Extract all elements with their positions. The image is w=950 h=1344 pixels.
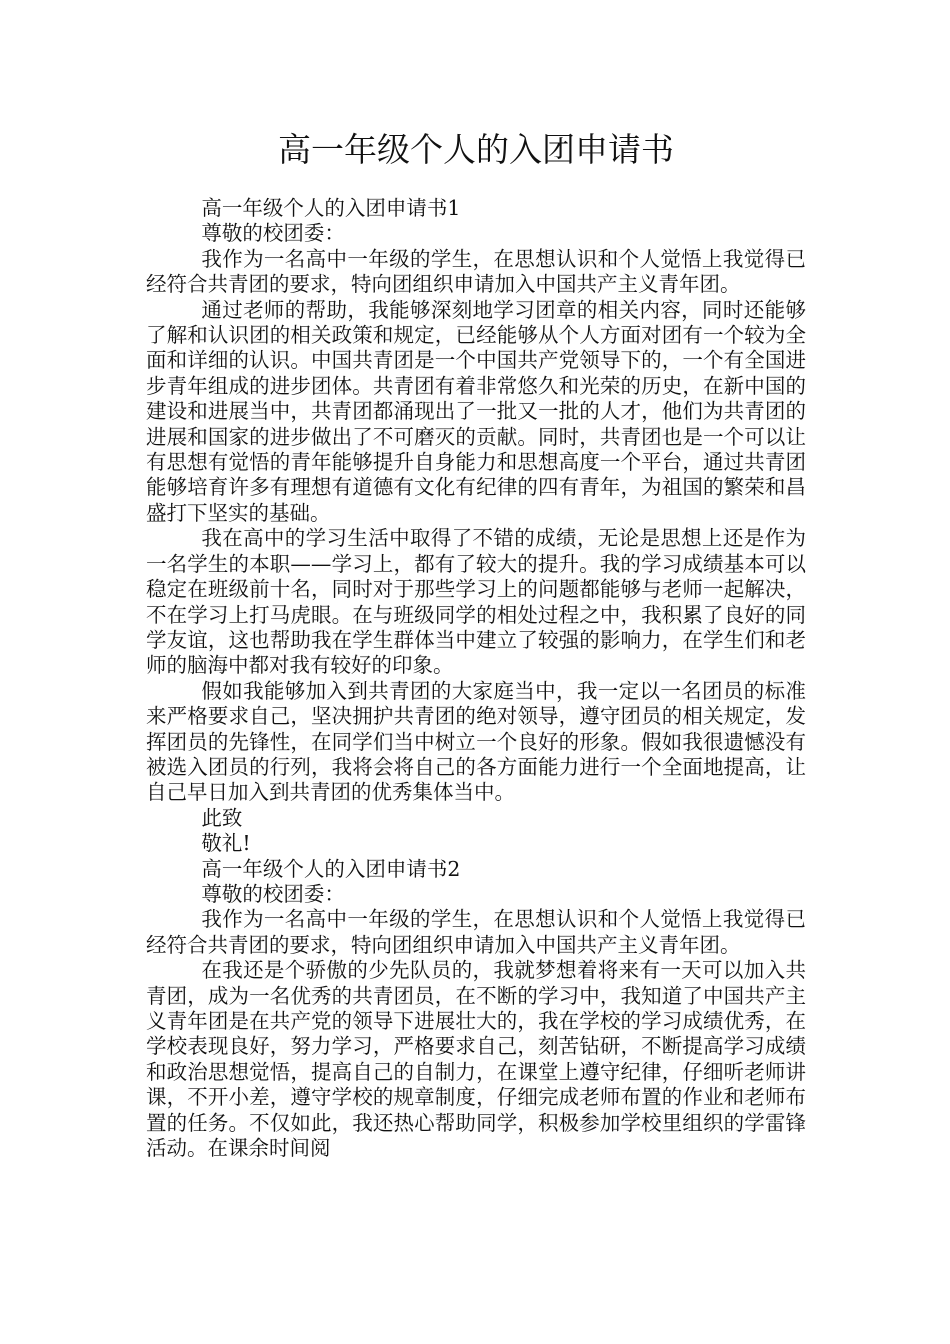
- section-heading-2: 高一年级个人的入团申请书2: [201, 856, 461, 881]
- closing-regards: 敬礼!: [201, 831, 251, 856]
- paragraph: 我在高中的学习生活中取得了不错的成绩，无论是思想上还是作为一名学生的本职——学习上，都有了较大的提升。我的学习成绩基本可以稳定在班级前十名，同时对于那些学习上的问题都能够与老师一起解决，不在学习上打马虎眼。在与班级同学的相处过程之中，我积累了良好的同学友谊，这也帮助我在学生群体当中建立了较强的影响力，在学生们和老师的脑海中都对我有较好的印象。: [146, 526, 806, 678]
- salutation: 尊敬的校团委：: [201, 221, 345, 246]
- paragraph: 假如我能够加入到共青团的大家庭当中，我一定以一名团员的标准来严格要求自己，坚决拥护共青团的绝对领导，遵守团员的相关规定，发挥团员的先锋性，在同学们当中树立一个良好的形象。假如我很遗憾没有被选入团员的行列，我将会将自己的各方面能力进行一个全面地提高，让自己早日加入到共青团的优秀集体当中。: [146, 678, 806, 805]
- document-title: 高一年级个人的入团申请书: [278, 130, 674, 169]
- paragraph: 在我还是个骄傲的少先队员的，我就梦想着将来有一天可以加入共青团，成为一名优秀的共青团员，在不断的学习中，我知道了中国共产主义青年团是在共产党的领导下进展壮大的，我在学校的学习成绩优秀，在学校表现良好，努力学习，严格要求自己，刻苦钻研，不断提高学习成绩和政治思想觉悟，提高自己的自制力，在课堂上遵守纪律，仔细听老师讲课，不开小差，遵守学校的规章制度，仔细完成老师布置的作业和老师布置的任务。不仅如此，我还热心帮助同学，积极参加学校里组织的学雷锋活动。在课余时间阅: [146, 958, 806, 1161]
- document-page: [146, 0, 806, 1161]
- document-body: [146, 196, 806, 1161]
- section-heading-1: 高一年级个人的入团申请书1: [201, 196, 461, 220]
- salutation: 尊敬的校团委：: [201, 881, 345, 906]
- closing-line: 此致: [201, 805, 243, 830]
- paragraph: 通过老师的帮助，我能够深刻地学习团章的相关内容，同时还能够了解和认识团的相关政策和规定，已经能够从个人方面对团有一个较为全面和详细的认识。中国共青团是一个中国共产党领导下的，一个有全国进步青年组成的进步团体。共青团有着非常悠久和光荣的历史，在新中国的建设和进展当中，共青团都涌现出了一批又一批的人才，他们为共青团的进展和国家的进步做出了不可磨灭的贡献。同时，共青团也是一个可以让有思想有觉悟的青年能够提升自身能力和思想高度一个平台，通过共青团能够培育许多有理想有道德有文化有纪律的四有青年，为祖国的繁荣和昌盛打下坚实的基础。: [146, 297, 806, 525]
- paragraph: 我作为一名高中一年级的学生，在思想认识和个人觉悟上我觉得已经符合共青团的要求，特向团组织申请加入中国共产主义青年团。: [146, 246, 806, 297]
- paragraph: 我作为一名高中一年级的学生，在思想认识和个人觉悟上我觉得已经符合共青团的要求，特向团组织申请加入中国共产主义青年团。: [146, 907, 806, 957]
